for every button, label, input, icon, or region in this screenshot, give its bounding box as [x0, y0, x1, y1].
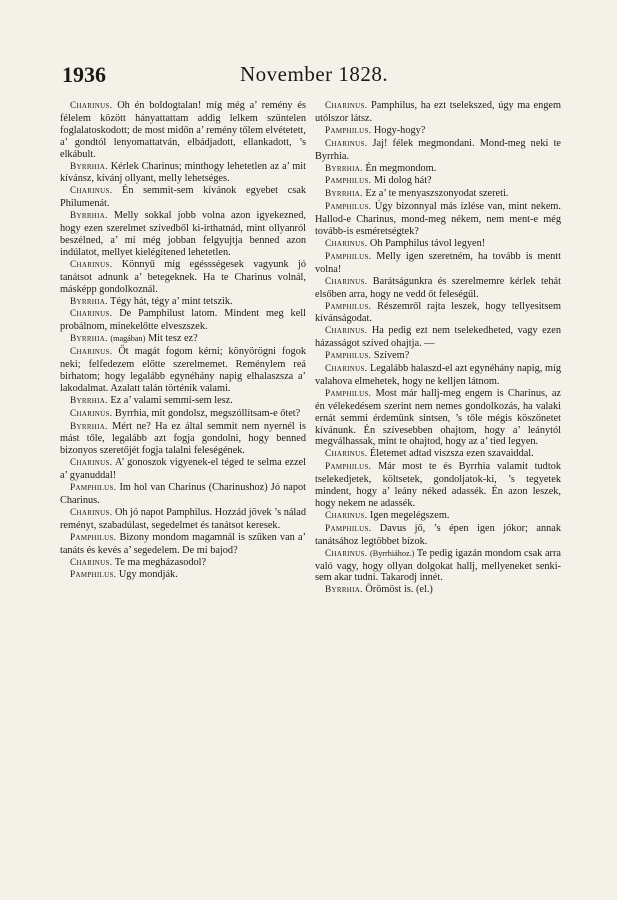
- speaker-name: Byrrhia.: [325, 189, 363, 200]
- dialogue-text: Ha pedig ezt nem tselekedheted, vagy ezen házasságot szíved ohajtja. —: [315, 325, 561, 350]
- dialogue-line: [60, 333, 306, 346]
- dialogue-line: [315, 388, 561, 449]
- dialogue-text: Igen megelégszem.: [369, 509, 450, 521]
- dialogue-line: [60, 100, 306, 161]
- dialogue-text: Mért ne? Ha ez által semmit nem nyernél is mást tőle, legalább azt fogja gondolni, hogy benned bizonyos szeretőjét fogja talalni feleségének.: [60, 420, 307, 457]
- dialogue-line: [315, 125, 561, 138]
- dialogue-text: Davus jő, ’s épen igen jókor; annak tanátsához legtöbbet bízok.: [315, 522, 561, 547]
- dialogue-text: Ugy mondják.: [118, 569, 178, 581]
- speaker-name: Pamphilus.: [325, 351, 372, 362]
- dialogue-line: [315, 523, 561, 548]
- speaker-name: Charinus.: [325, 548, 368, 559]
- dialogue-line: [60, 210, 306, 259]
- dialogue-text: Melly igen szeretném, ha tovább is mentt volna!: [315, 250, 562, 275]
- running-title: November 1828.: [240, 62, 389, 86]
- speaker-name: Charinus.: [325, 510, 368, 521]
- dialogue-text: Oh Pamphilus távol legyen!: [369, 237, 486, 249]
- dialogue-text: Úgy bizonnyal más ízlése van, mint nekem. Hallod-e Charinus, mond-meg nékem, nem ment-e még tovább-is esméretségtek?: [315, 201, 561, 238]
- speaker-name: Pamphilus.: [325, 176, 372, 187]
- dialogue-line: [315, 548, 561, 585]
- dialogue-line: [60, 557, 306, 570]
- dialogue-text: Mit tesz ez?: [147, 333, 198, 345]
- speaker-name: Byrrhia.: [70, 161, 108, 172]
- speaker-name: Charinus.: [70, 347, 113, 358]
- speaker-name: Charinus.: [70, 186, 113, 197]
- speaker-name: Pamphilus.: [70, 483, 117, 494]
- speaker-name: Charinus.: [325, 101, 368, 111]
- speaker-name: Charinus.: [70, 101, 113, 111]
- left-column: [60, 100, 306, 582]
- stage-direction: (Byrrhiához.): [370, 548, 415, 558]
- speaker-name: Charinus.: [325, 138, 368, 149]
- speaker-name: Charinus.: [325, 238, 368, 249]
- dialogue-text: Te ma megházasodol?: [114, 556, 207, 568]
- dialogue-text: Őt magát fogom kérni; könyörögni fogok neki; felfedezem előtte szerelmemet. Reménylem reá birhatom; hogy legalább egynéhány napig elhalaszsza a’ lakodalmat. Azalatt talán történik valami.: [60, 346, 306, 394]
- dialogue-line: [315, 276, 561, 301]
- speaker-name: Byrrhia.: [70, 395, 108, 406]
- dialogue-text: Tégy hát, tégy a’ mint tetszik.: [110, 295, 233, 307]
- speaker-name: Charinus.: [70, 259, 113, 270]
- dialogue-text: De Pamphilust latom. Mindent meg kell probálnom, minekelőtte elveszszek.: [60, 308, 306, 333]
- dialogue-line: [315, 350, 561, 363]
- dialogue-line: [315, 363, 561, 388]
- speaker-name: Byrrhia.: [325, 585, 363, 596]
- dialogue-line: [60, 185, 306, 210]
- dialogue-line: [315, 461, 561, 510]
- dialogue-text: Én semmit-sem kívánok egyebet csak Philumenát.: [60, 185, 306, 210]
- dialogue-line: [315, 100, 561, 125]
- dialogue-line: [60, 457, 306, 482]
- dialogue-text: Ez a’ te menyaszszonyodat szereti.: [365, 188, 509, 200]
- dialogue-line: [60, 569, 306, 582]
- speaker-name: Charinus.: [70, 458, 113, 469]
- speaker-name: Pamphilus.: [325, 125, 372, 136]
- dialogue-text: Oh én boldogtalan! míg még a’ remény és félelem között hányattattam addig lelkem szüntelen foglalatoskodott; de most midőn a’ remény tőlem elvétetett, a’ gondtól lenyomattatván, elbádjadott, ellankadott, ’s elkábult.: [60, 100, 306, 160]
- speaker-name: Charinus.: [70, 507, 113, 518]
- dialogue-line: [60, 308, 306, 333]
- dialogue-line: [60, 482, 306, 507]
- dialogue-line: [60, 346, 306, 395]
- speaker-name: Pamphilus.: [325, 388, 372, 399]
- dialogue-line: [60, 259, 306, 296]
- dialogue-text: Melly sokkal jobb volna azon igyekezned, hogy ezen szerelmet szívedből ki-irthatnád, mint ollyanról beszélned, a’ mi még jobban felgyujtja benned azon indúlatot, mellyet kielégítened lehetetlen.: [60, 210, 307, 258]
- dialogue-line: [60, 161, 306, 186]
- dialogue-text: Oh jó napot Pamphilus. Hozzád jövek ’s nálad reményt, szabadúlast, segedelmet és tanátsot keresek.: [60, 506, 307, 531]
- dialogue-line: [60, 421, 306, 458]
- dialogue-text: Örömöst is. (el.): [365, 584, 433, 596]
- stage-direction: (magában): [110, 334, 146, 344]
- dialogue-line: [315, 175, 561, 188]
- speaker-name: Charinus.: [325, 326, 368, 337]
- dialogue-line: [315, 251, 561, 276]
- dialogue-text: Bizony mondom magamnál is szűken van a’ tanáts és kevés a’ segedelem. De mi bajod?: [60, 531, 306, 556]
- speaker-name: Pamphilus.: [325, 523, 372, 534]
- dialogue-text: Ez a’ valami semmi-sem lesz.: [110, 394, 233, 406]
- dialogue-text: Részemről rajta leszek, hogy tellyesitsem kívánságodat.: [315, 300, 562, 325]
- speaker-name: Charinus.: [70, 309, 113, 320]
- dialogue-text: Im hol van Charinus (Charinushoz) Jó napot Charinus.: [60, 482, 307, 506]
- dialogue-text: Életemet adtad viszsza ezen szavaiddal.: [369, 448, 534, 460]
- speaker-name: Pamphilus.: [325, 462, 372, 473]
- dialogue-text: Pamphilus, ha ezt tselekszed, úgy ma engem utólszor látsz.: [315, 100, 561, 124]
- speaker-name: Charinus.: [70, 557, 113, 568]
- speaker-name: Byrrhia.: [70, 421, 108, 432]
- dialogue-line: [315, 138, 561, 163]
- speaker-name: Pamphilus.: [325, 202, 372, 213]
- speaker-name: Charinus.: [325, 364, 368, 375]
- speaker-name: Pamphilus.: [70, 532, 117, 543]
- dialogue-line: [315, 325, 561, 350]
- dialogue-line: [60, 507, 306, 532]
- dialogue-line: [60, 395, 306, 408]
- dialogue-text: Te pedig igazán mondom csak arra való vagy, hogy ollyan dolgokat hallj, mellyeneket senki-sem akar tudni. Takarodj innét.: [315, 547, 561, 584]
- speaker-name: Byrrhia.: [70, 211, 108, 222]
- dialogue-line: [315, 163, 561, 176]
- dialogue-text: Szívem?: [373, 350, 410, 362]
- right-column: [315, 100, 561, 597]
- dialogue-text: Jaj! félek megmondani. Mond-meg neki te Byrrhia.: [315, 137, 562, 162]
- speaker-name: Pamphilus.: [325, 251, 372, 262]
- dialogue-line: [315, 510, 561, 523]
- dialogue-line: [315, 188, 561, 201]
- speaker-name: Charinus.: [70, 408, 113, 419]
- page-header: [62, 62, 562, 92]
- speaker-name: Byrrhia.: [70, 296, 108, 307]
- dialogue-line: [60, 532, 306, 557]
- dialogue-line: [315, 238, 561, 251]
- dialogue-text: Hogy-hogy?: [373, 124, 426, 136]
- dialogue-text: Most már hallj-meg engem is Charinus, az én vélekedésem szerint nem nemes gondolkozás, ha valaki ernát semmi érdemünk sintsen, ’s tőle mégis köszönetet kívánunk. Én szívesebben ohajtom, hogy a’ leánytól megválhassak, mint te ohajtod, hogy az a’ tied legyen.: [315, 387, 562, 448]
- dialogue-text: A’ gonoszok vigyenek-el téged te selma ezzel a’ gyanuddal!: [60, 457, 306, 482]
- dialogue-text: Kérlek Charinus; minthogy lehetetlen az a’ mit kívánsz, kívánj ollyant, melly lehetséges.: [60, 160, 307, 185]
- dialogue-text: Barátságunkra és szerelmemre kérlek tehát elsőben arra, hogy ne vedd őt feleségűl.: [315, 275, 561, 300]
- dialogue-text: Byrrhia, mit gondolsz, megszóllítsam-e őtet?: [114, 407, 301, 419]
- dialogue-line: [315, 201, 561, 238]
- dialogue-text: Én megmondom.: [365, 162, 437, 174]
- dialogue-line: [315, 584, 561, 597]
- dialogue-text: Mi dolog hát?: [373, 175, 432, 187]
- dialogue-line: [315, 301, 561, 326]
- speaker-name: Pamphilus.: [325, 301, 372, 312]
- speaker-name: Charinus.: [325, 449, 368, 460]
- speaker-name: Byrrhia.: [70, 334, 108, 345]
- page-number: 1936: [62, 62, 106, 87]
- dialogue-line: [60, 408, 306, 421]
- dialogue-text: Könnyű míg egéssségesek vagyunk jó tanátsot adnunk a’ betegeknek. Ha te Charinus volnál, másképp gondolkoznál.: [60, 258, 307, 295]
- speaker-name: Charinus.: [325, 276, 368, 287]
- dialogue-text: Már most te és Byrrhia valamit tudtok tselekedjetek, költsetek, gondoljatok-ki, ’s tegyetek mindent, hogy a’ leány néked adassék. Én azon leszek, hogy nekem ne adassék.: [315, 461, 561, 509]
- dialogue-line: [60, 296, 306, 309]
- dialogue-text: Legalább halaszd-el azt egynéhány napig, míg valahova elmehetek, hogy ne kelljen látnom.: [315, 363, 561, 387]
- speaker-name: Pamphilus.: [70, 570, 117, 581]
- speaker-name: Byrrhia.: [325, 163, 363, 174]
- dialogue-line: [315, 448, 561, 461]
